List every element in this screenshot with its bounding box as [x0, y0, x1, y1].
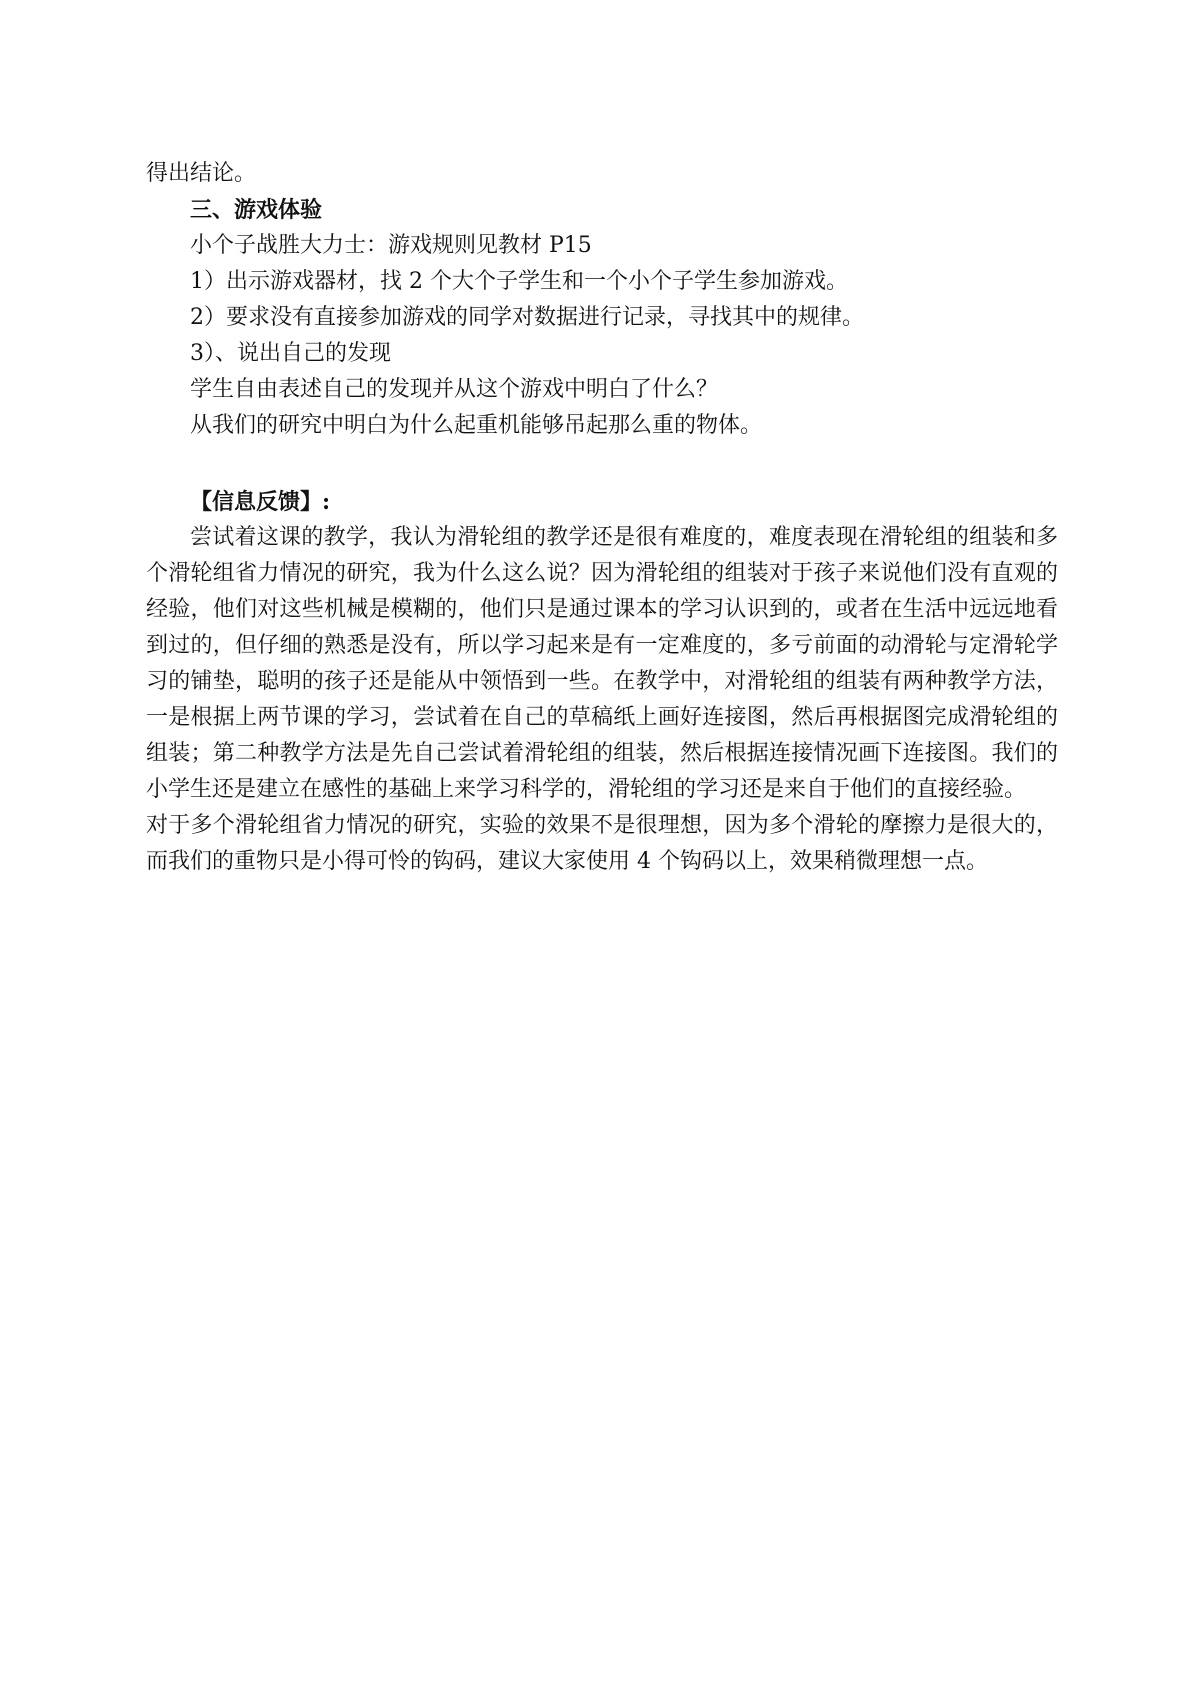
step-two-line: 2）要求没有直接参加游戏的同学对数据进行记录，寻找其中的规律。 — [190, 305, 864, 330]
section-three-heading: 三、游戏体验 — [190, 197, 323, 223]
section-spacer — [146, 444, 1058, 484]
feedback-heading: 【信息反馈】: — [190, 489, 331, 515]
continuation-text: 得出结论。 — [146, 161, 257, 186]
feedback-paragraph-1: 尝试着这课的教学，我认为滑轮组的教学还是很有难度的，难度表现在滑轮组的组装和多个滑轮组省力情况的研究，我为什么这么说？因为滑轮组的组装对于孩子来说他们没有直观的经验，他们对这些机械是模糊的，他们只是通过课本的学习认识到的，或者在生活中远远地看到过的，但仔细的熟悉是没有，所以学习起来是有一定难度的，多亏前面的动滑轮与定滑轮学习的铺垫，聪明的孩子还是能从中领悟到一些。在教学中，对滑轮组的组装有两种教学方法，一是根据上两节课的学习，尝试着在自己的草稿纸上画好连接图，然后再根据图完成滑轮组的组装；第二种教学方法是先自己尝试着滑轮组的组装，然后根据连接情况画下连接图。我们的小学生还是建立在感性的基础上来学习科学的，滑轮组的学习还是来自于他们的直接经验。 — [146, 525, 1058, 802]
step-one-line: 1）出示游戏器材，找 2 个大个子学生和一个小个子学生参加游戏。 — [190, 269, 848, 294]
document-body — [146, 156, 1058, 880]
step-three-line: 3）、说出自己的发现 — [190, 341, 391, 366]
game-rule-line: 小个子战胜大力士：游戏规则见教材 P15 — [190, 233, 592, 258]
crane-conclusion-line: 从我们的研究中明白为什么起重机能够吊起那么重的物体。 — [190, 413, 763, 438]
student-expression-line: 学生自由表述自己的发现并从这个游戏中明白了什么？ — [190, 377, 719, 402]
feedback-paragraph-2: 对于多个滑轮组省力情况的研究，实验的效果不是很理想，因为多个滑轮的摩擦力是很大的，而我们的重物只是小得可怜的钩码，建议大家使用 4 个钩码以上，效果稍微理想一点。 — [146, 813, 1058, 874]
